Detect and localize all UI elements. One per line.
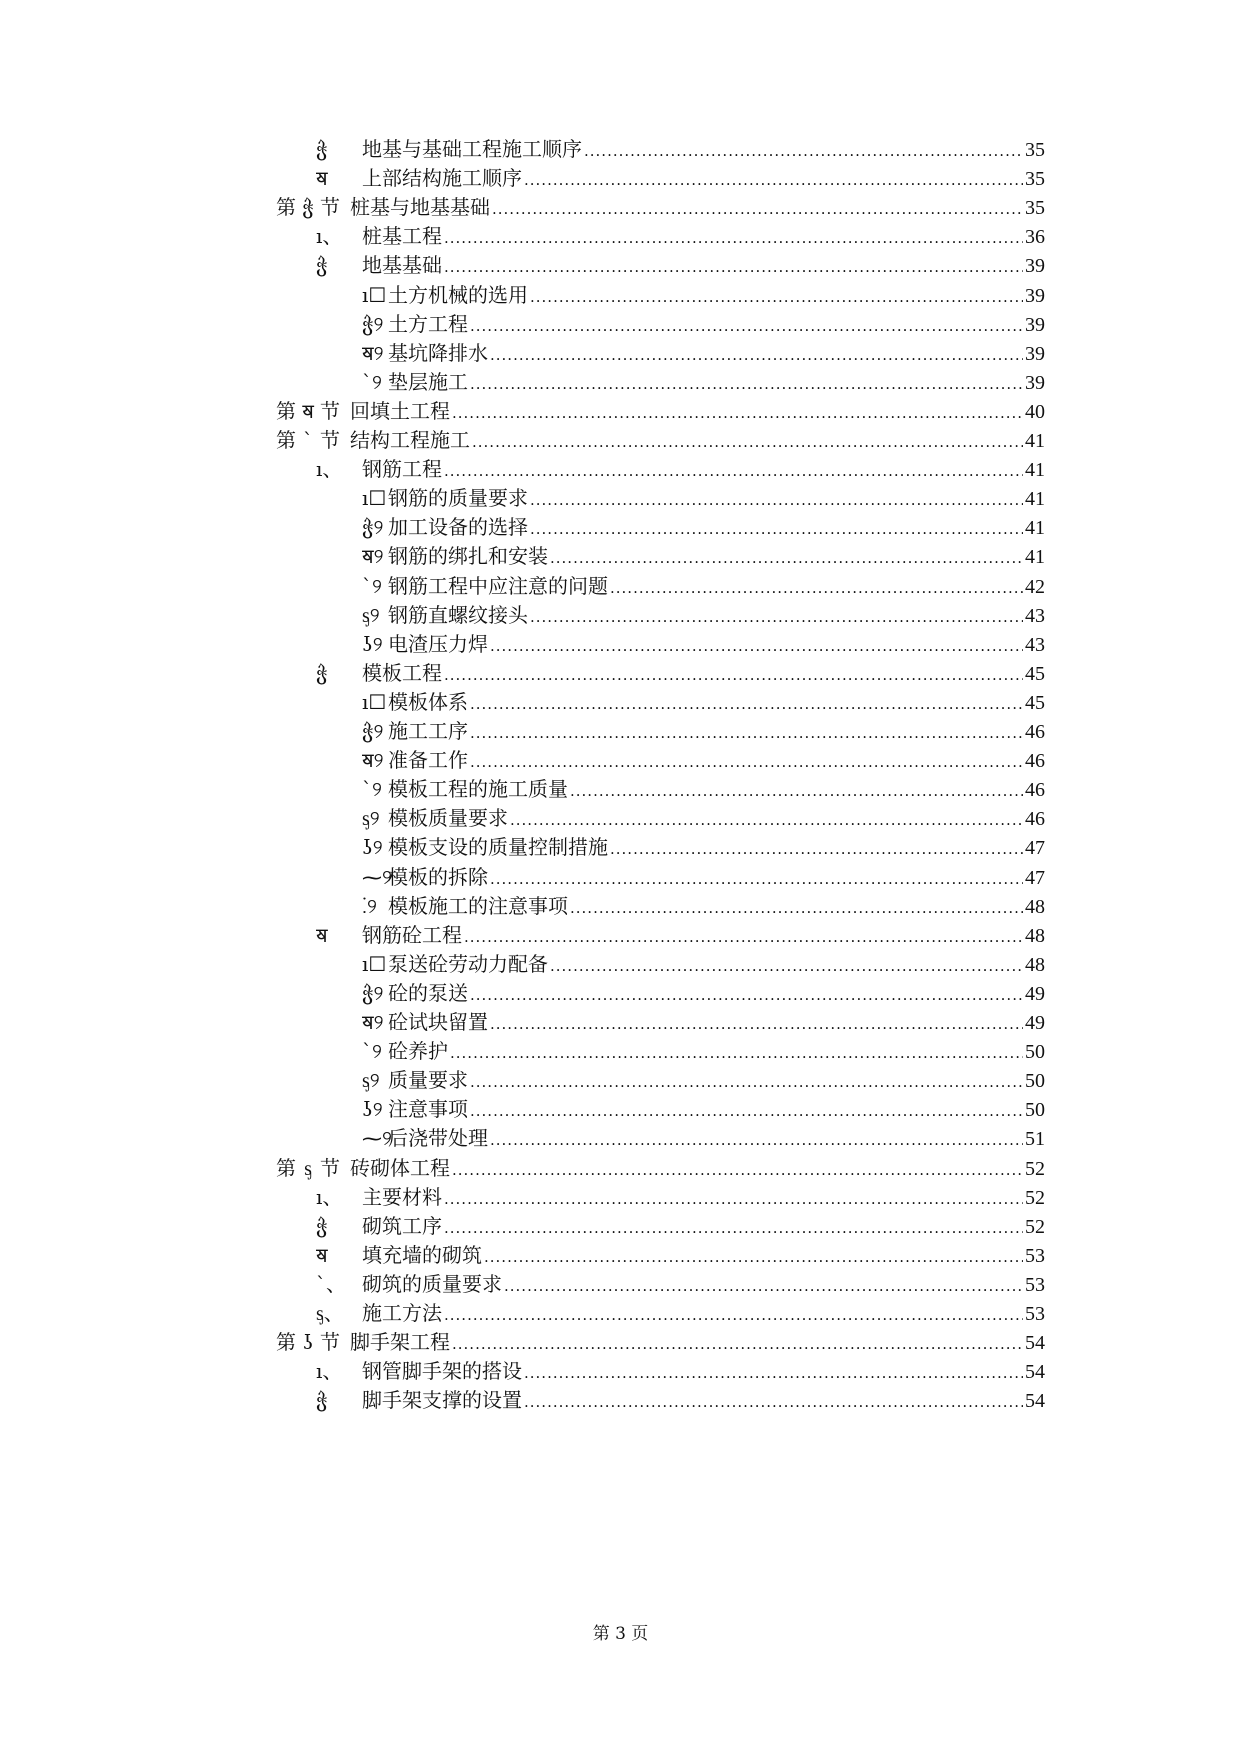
toc-leader-dots bbox=[490, 340, 1023, 370]
toc-page-number: 45 bbox=[1025, 662, 1045, 685]
toc-page-number: 45 bbox=[1025, 691, 1045, 714]
toc-entry[interactable] bbox=[362, 687, 1045, 717]
toc-leader-dots bbox=[470, 311, 1023, 341]
toc-section-prefix: 第 bbox=[276, 428, 296, 452]
toc-title: 钢筋工程中应注意的问题 bbox=[388, 573, 608, 598]
toc-page-number: 53 bbox=[1025, 1244, 1045, 1267]
toc-title: 桩基与地基基础 bbox=[350, 195, 490, 220]
toc-title: 施工工序 bbox=[388, 719, 468, 743]
toc-title: 模板的拆除 bbox=[388, 864, 488, 889]
toc-marker: ॺ୨ bbox=[362, 1010, 384, 1034]
toc-title: 脚手架工程 bbox=[350, 1330, 450, 1355]
toc-leader-dots bbox=[584, 136, 1023, 166]
toc-entry[interactable] bbox=[362, 483, 1045, 513]
toc-leader-dots bbox=[530, 485, 1023, 515]
toc-entry[interactable] bbox=[362, 338, 1045, 368]
toc-marker: ჭ୨ bbox=[362, 719, 384, 743]
toc-title: 模板工程的施工质量 bbox=[388, 777, 568, 802]
toc-title: 地基与基础工程施工顺序 bbox=[362, 137, 582, 161]
toc-entry[interactable] bbox=[362, 600, 1045, 630]
toc-entry[interactable] bbox=[362, 280, 1045, 310]
toc-leader-dots bbox=[504, 1271, 1023, 1301]
toc-title: 注意事项 bbox=[388, 1097, 468, 1122]
toc-title: 钢筋砼工程 bbox=[362, 922, 462, 947]
toc-section-number: ჭ bbox=[302, 195, 314, 220]
toc-entry[interactable] bbox=[362, 1007, 1045, 1037]
toc-entry[interactable] bbox=[362, 803, 1045, 833]
toc-title: 砼试块留置 bbox=[388, 1010, 488, 1034]
toc-title: 回填土工程 bbox=[350, 398, 450, 423]
toc-entry[interactable] bbox=[316, 1298, 1045, 1328]
toc-title: 砼养护 bbox=[388, 1039, 448, 1064]
toc-entry[interactable] bbox=[362, 774, 1045, 804]
toc-page-number: 54 bbox=[1025, 1361, 1045, 1384]
toc-page-number: 48 bbox=[1025, 953, 1045, 976]
toc-leader-dots bbox=[490, 864, 1023, 894]
toc-page-number: 39 bbox=[1025, 284, 1045, 307]
toc-leader-dots bbox=[524, 1387, 1023, 1417]
toc-entry[interactable] bbox=[362, 891, 1045, 921]
toc-title: 桩基工程 bbox=[362, 224, 442, 249]
toc-marker: ı☐ bbox=[362, 689, 387, 714]
toc-section-prefix: 第 bbox=[276, 398, 296, 423]
toc-title: 砖砌体工程 bbox=[350, 1155, 450, 1180]
toc-leader-dots bbox=[472, 427, 1023, 457]
toc-leader-dots bbox=[490, 631, 1023, 661]
toc-section-prefix: 第 bbox=[276, 1330, 296, 1355]
toc-leader-dots bbox=[444, 252, 1023, 282]
toc-title: 砌筑的质量要求 bbox=[362, 1271, 502, 1296]
toc-page-number: 53 bbox=[1025, 1303, 1045, 1325]
toc-entry[interactable] bbox=[276, 396, 1045, 426]
toc-page-number: 43 bbox=[1025, 633, 1045, 656]
toc-marker: ჭ bbox=[316, 1213, 328, 1238]
toc-title: 模板支设的质量控制措施 bbox=[388, 835, 608, 860]
toc-marker bbox=[276, 396, 350, 426]
toc-leader-dots bbox=[524, 1358, 1023, 1388]
toc-marker: ჭ୨ bbox=[362, 515, 384, 540]
toc-page-number: 39 bbox=[1025, 313, 1045, 336]
toc-marker bbox=[276, 1153, 350, 1183]
toc-title: 模板质量要求 bbox=[388, 806, 508, 831]
toc-entry[interactable] bbox=[362, 512, 1045, 542]
toc-entry[interactable] bbox=[316, 134, 1045, 164]
toc-marker bbox=[276, 192, 350, 222]
toc-marker: ⁚୨ bbox=[362, 893, 377, 918]
toc-leader-dots bbox=[550, 951, 1023, 981]
toc-entry[interactable] bbox=[316, 658, 1045, 688]
toc-leader-dots bbox=[444, 223, 1023, 253]
toc-entry[interactable] bbox=[362, 571, 1045, 601]
toc-entry[interactable] bbox=[316, 250, 1045, 280]
toc-page-number: 52 bbox=[1025, 1215, 1045, 1238]
toc-title: 模板体系 bbox=[388, 689, 468, 714]
toc-page-number: 52 bbox=[1025, 1186, 1045, 1209]
toc-page-number: 35 bbox=[1025, 139, 1045, 161]
toc-leader-dots bbox=[470, 980, 1023, 1010]
toc-page-number: 50 bbox=[1025, 1099, 1045, 1122]
toc-marker: ⁓୨ bbox=[362, 864, 392, 889]
toc-marker: ᶊ୨ bbox=[362, 806, 380, 831]
toc-page-number: 48 bbox=[1025, 924, 1045, 947]
toc-marker: ॺ୨ bbox=[362, 340, 384, 365]
toc-page-number: 41 bbox=[1025, 459, 1045, 482]
toc-title: 上部结构施工顺序 bbox=[362, 166, 522, 191]
toc-title: 地基基础 bbox=[362, 253, 442, 278]
toc-page-number: 40 bbox=[1025, 400, 1045, 423]
toc-title: 砼的泵送 bbox=[388, 980, 468, 1005]
toc-marker: ⁓୨ bbox=[362, 1126, 392, 1151]
toc-marker: ı、 bbox=[316, 1359, 343, 1384]
toc-page-number: 47 bbox=[1025, 866, 1045, 889]
toc-leader-dots bbox=[610, 834, 1023, 864]
toc-title: 加工设备的选择 bbox=[388, 515, 528, 540]
toc-marker: ˋ୨ bbox=[362, 369, 382, 394]
toc-section-suffix: 节 bbox=[320, 428, 340, 452]
toc-marker: ॺ୨ bbox=[362, 544, 384, 569]
toc-leader-dots bbox=[490, 1009, 1023, 1039]
toc-marker: ʖ୨ bbox=[362, 631, 383, 656]
toc-leader-dots bbox=[570, 893, 1023, 923]
toc-marker: ˋ୨ bbox=[362, 1039, 382, 1064]
toc-marker: ˋ୨ bbox=[362, 777, 382, 802]
toc-marker: ˋ、 bbox=[316, 1271, 346, 1296]
toc-leader-dots bbox=[444, 1300, 1023, 1330]
toc-page-number: 50 bbox=[1025, 1070, 1045, 1093]
toc-marker: ı☐ bbox=[362, 486, 387, 511]
toc-section-number: ʖ bbox=[302, 1330, 314, 1355]
toc-marker bbox=[276, 1327, 350, 1357]
toc-marker: ı☐ bbox=[362, 282, 387, 307]
toc-section-prefix: 第 bbox=[276, 1155, 296, 1180]
toc-leader-dots bbox=[530, 602, 1023, 632]
toc-entry[interactable] bbox=[362, 716, 1045, 746]
toc-leader-dots bbox=[452, 1329, 1023, 1359]
toc-entry[interactable] bbox=[316, 163, 1045, 193]
toc-page-number: 41 bbox=[1025, 430, 1045, 452]
toc-entry[interactable] bbox=[362, 367, 1045, 397]
toc-leader-dots bbox=[530, 514, 1023, 544]
toc-page-number: 46 bbox=[1025, 750, 1045, 773]
toc-page-number: 35 bbox=[1025, 168, 1045, 191]
toc-marker: ჭ bbox=[316, 253, 328, 278]
toc-page-number: 42 bbox=[1025, 575, 1045, 598]
toc-title: 钢筋的绑扎和安装 bbox=[388, 544, 548, 569]
toc-entry[interactable] bbox=[316, 1269, 1045, 1299]
toc-section-number: ˋ bbox=[303, 428, 313, 452]
toc-entry[interactable] bbox=[316, 454, 1045, 484]
toc-section-number: ᶊ bbox=[304, 1155, 312, 1180]
toc-marker bbox=[276, 425, 350, 455]
toc-title: 结构工程施工 bbox=[350, 428, 470, 452]
toc-title: 泵送砼劳动力配备 bbox=[388, 951, 548, 976]
toc-title: 基坑降排水 bbox=[388, 340, 488, 365]
toc-page-number: 49 bbox=[1025, 1012, 1045, 1034]
toc-entry[interactable] bbox=[316, 1182, 1045, 1212]
toc-page-number: 43 bbox=[1025, 604, 1045, 627]
toc-entry[interactable] bbox=[316, 920, 1045, 950]
toc-leader-dots bbox=[470, 718, 1023, 748]
toc-leader-dots bbox=[464, 922, 1023, 952]
toc-title: 质量要求 bbox=[388, 1068, 468, 1093]
toc-leader-dots bbox=[470, 1067, 1023, 1097]
toc-title: 填充墙的砌筑 bbox=[362, 1242, 482, 1267]
toc-entry[interactable] bbox=[316, 1240, 1045, 1270]
toc-entry[interactable] bbox=[316, 1385, 1045, 1415]
toc-page-number: 53 bbox=[1025, 1273, 1045, 1296]
toc-marker: ॺ୨ bbox=[362, 748, 384, 773]
toc-title: 钢筋工程 bbox=[362, 457, 442, 482]
toc-section-number: ॺ bbox=[302, 398, 314, 423]
toc-entry[interactable] bbox=[362, 629, 1045, 659]
toc-page-number: 35 bbox=[1025, 197, 1045, 220]
toc-leader-dots bbox=[524, 165, 1023, 195]
toc-entry[interactable] bbox=[362, 1065, 1045, 1095]
toc-entry[interactable] bbox=[362, 745, 1045, 775]
toc-marker: ჭ bbox=[316, 1388, 328, 1413]
toc-entry[interactable] bbox=[362, 1036, 1045, 1066]
toc-leader-dots bbox=[444, 660, 1023, 690]
toc-page-number: 54 bbox=[1025, 1332, 1045, 1355]
toc-marker: ˋ୨ bbox=[362, 573, 382, 598]
toc-title: 施工方法 bbox=[362, 1301, 442, 1325]
toc-title: 主要材料 bbox=[362, 1184, 442, 1209]
toc-section-suffix: 节 bbox=[320, 398, 340, 423]
toc-leader-dots bbox=[510, 805, 1023, 835]
toc-page-number: 46 bbox=[1025, 779, 1045, 802]
toc-page-number: 41 bbox=[1025, 488, 1045, 511]
toc-leader-dots bbox=[470, 369, 1023, 399]
toc-leader-dots bbox=[490, 1125, 1023, 1155]
toc-page-number: 41 bbox=[1025, 517, 1045, 540]
toc-marker: ʖ୨ bbox=[362, 835, 383, 860]
toc-marker: ı、 bbox=[316, 224, 343, 249]
toc-title: 准备工作 bbox=[388, 748, 468, 773]
page-footer: 第 3 页 bbox=[592, 1624, 649, 1644]
toc-marker: ı☐ bbox=[362, 951, 387, 976]
toc-page-number: 47 bbox=[1025, 837, 1045, 860]
toc-page-number: 48 bbox=[1025, 895, 1045, 918]
toc-entry[interactable] bbox=[362, 949, 1045, 979]
toc-marker: ᶊ୨ bbox=[362, 602, 380, 627]
toc-marker: ჭ୨ bbox=[362, 980, 384, 1005]
toc-page-number: 50 bbox=[1025, 1041, 1045, 1064]
toc-marker: ჭ୨ bbox=[362, 311, 384, 336]
toc-section-prefix: 第 bbox=[276, 195, 296, 220]
toc-leader-dots bbox=[550, 543, 1023, 573]
toc-title: 垫层施工 bbox=[388, 369, 468, 394]
toc-leader-dots bbox=[444, 1184, 1023, 1214]
toc-marker: ᶊ、 bbox=[316, 1301, 344, 1325]
toc-leader-dots bbox=[470, 747, 1023, 777]
toc-leader-dots bbox=[484, 1242, 1023, 1272]
toc-entry[interactable] bbox=[276, 192, 1045, 222]
toc-page-number: 52 bbox=[1025, 1157, 1045, 1180]
toc-leader-dots bbox=[530, 282, 1023, 312]
toc-page-number: 39 bbox=[1025, 342, 1045, 365]
toc-leader-dots bbox=[444, 1213, 1023, 1243]
toc-page-number: 51 bbox=[1025, 1128, 1045, 1151]
toc-entry[interactable] bbox=[276, 1153, 1045, 1183]
toc-title: 脚手架支撑的设置 bbox=[362, 1388, 522, 1413]
toc-page-number: 46 bbox=[1025, 721, 1045, 743]
toc-entry[interactable] bbox=[362, 832, 1045, 862]
toc-leader-dots bbox=[452, 398, 1023, 428]
toc-marker: ı、 bbox=[316, 457, 343, 482]
toc-entry[interactable] bbox=[362, 978, 1045, 1008]
toc-leader-dots bbox=[450, 1038, 1023, 1068]
toc-entry[interactable] bbox=[316, 1356, 1045, 1386]
toc-entry[interactable] bbox=[362, 862, 1045, 892]
toc-title: 模板工程 bbox=[362, 660, 442, 685]
toc-title: 钢筋的质量要求 bbox=[388, 486, 528, 511]
toc-title: 电渣压力焊 bbox=[388, 631, 488, 656]
toc-entry[interactable] bbox=[316, 221, 1045, 251]
toc-marker: ॺ bbox=[316, 166, 328, 191]
toc-entry[interactable] bbox=[276, 425, 1045, 455]
toc-page-number: 46 bbox=[1025, 808, 1045, 831]
toc-page-number: 39 bbox=[1025, 255, 1045, 278]
toc-leader-dots bbox=[470, 689, 1023, 719]
toc-title: 钢管脚手架的搭设 bbox=[362, 1359, 522, 1384]
toc-title: 土方工程 bbox=[388, 311, 468, 336]
toc-title: 砌筑工序 bbox=[362, 1213, 442, 1238]
toc-entry[interactable] bbox=[316, 1211, 1045, 1241]
toc-leader-dots bbox=[444, 456, 1023, 486]
toc-marker: ჭ bbox=[316, 660, 328, 685]
toc-section-suffix: 节 bbox=[320, 1330, 340, 1355]
toc-title: 土方机械的选用 bbox=[388, 282, 528, 307]
toc-entry[interactable] bbox=[362, 541, 1045, 571]
toc-marker: ॺ bbox=[316, 922, 328, 947]
toc-marker: ı、 bbox=[316, 1184, 343, 1209]
toc-leader-dots bbox=[452, 1155, 1023, 1185]
toc-marker: ᶊ୨ bbox=[362, 1068, 380, 1093]
toc-title: 钢筋直螺纹接头 bbox=[388, 602, 528, 627]
toc-section-suffix: 节 bbox=[320, 195, 340, 220]
toc-leader-dots bbox=[570, 776, 1023, 806]
toc-marker: ʖ୨ bbox=[362, 1097, 383, 1122]
toc-section-suffix: 节 bbox=[320, 1155, 340, 1180]
toc-page-number: 49 bbox=[1025, 982, 1045, 1005]
toc-entry[interactable] bbox=[276, 1327, 1045, 1357]
toc-page-number: 54 bbox=[1025, 1390, 1045, 1413]
toc-entry[interactable] bbox=[362, 1123, 1045, 1153]
toc-page-number: 41 bbox=[1025, 546, 1045, 569]
toc-entry[interactable] bbox=[362, 309, 1045, 339]
toc-title: 模板施工的注意事项 bbox=[388, 893, 568, 918]
toc-entry[interactable] bbox=[362, 1094, 1045, 1124]
toc-page-number: 39 bbox=[1025, 371, 1045, 394]
toc-leader-dots bbox=[492, 194, 1023, 224]
toc-marker: ॺ bbox=[316, 1242, 328, 1267]
toc-leader-dots bbox=[610, 573, 1023, 603]
toc-marker: ჭ bbox=[316, 137, 328, 161]
toc-title: 后浇带处理 bbox=[388, 1126, 488, 1151]
toc-leader-dots bbox=[470, 1096, 1023, 1126]
toc-page-number: 36 bbox=[1025, 226, 1045, 249]
